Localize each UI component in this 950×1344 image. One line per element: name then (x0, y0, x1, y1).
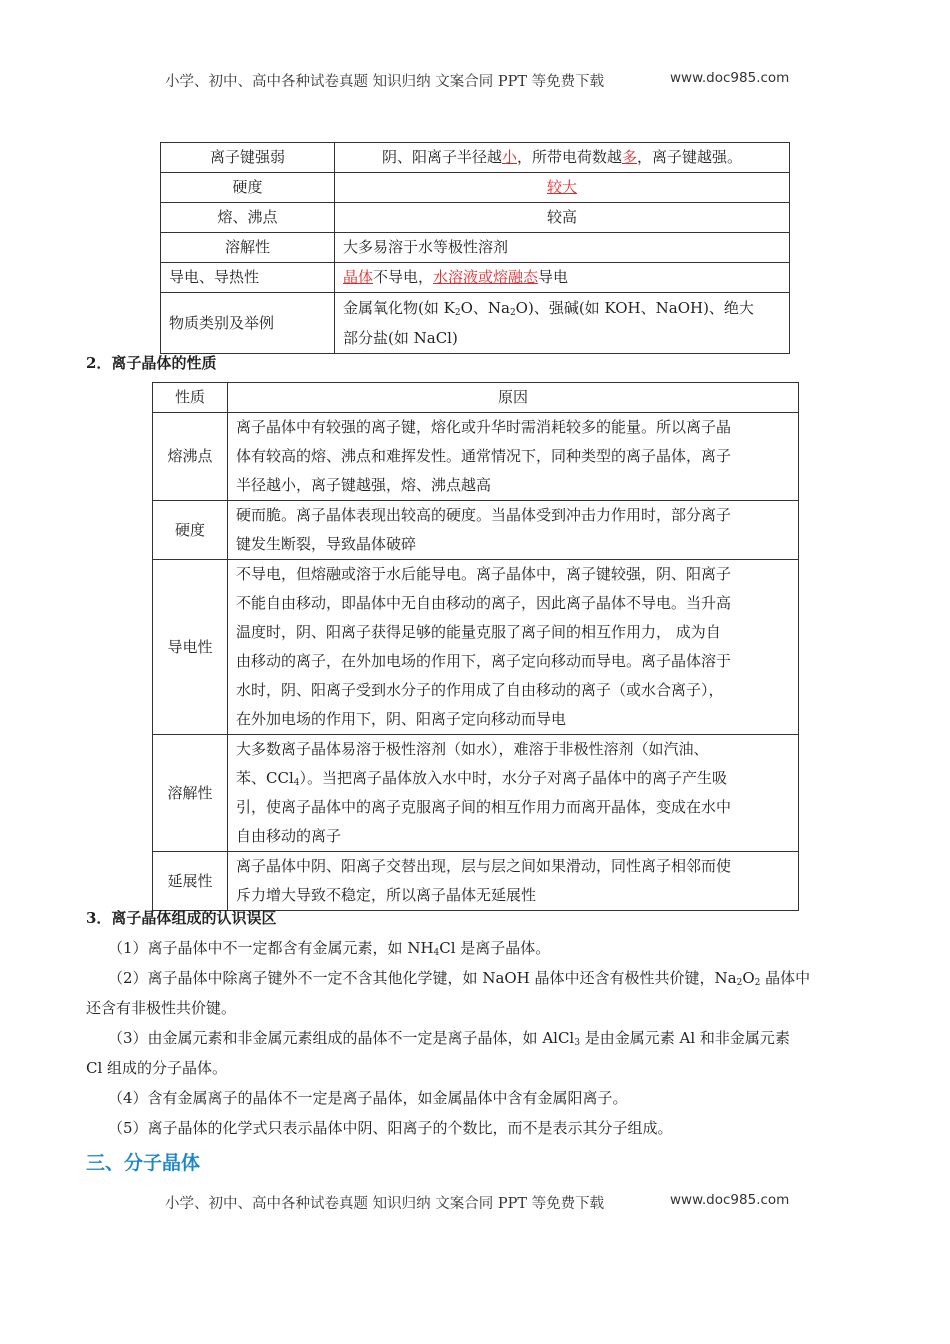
row-value (335, 233, 790, 263)
ionic-crystal-properties-table (152, 382, 799, 911)
subscript: 3 (574, 1038, 580, 1048)
property-reason (228, 501, 799, 560)
text-line (236, 471, 790, 500)
property-reason (228, 852, 799, 911)
highlighted-answer: 水溶液或熔融态 (433, 268, 539, 286)
highlighted-answer: 晶体 (343, 268, 374, 286)
text-run: 不能自由移动，即晶体中无自由移动的离子，因此离子晶体不导电。当升高 (236, 594, 732, 612)
text-run: （4）含有金属离子的晶体不一定是离子晶体，如金属晶体中含有金属阳离子。 (108, 1089, 628, 1107)
ionic-bond-properties-table (160, 142, 790, 354)
text-run: O)、强碱(如 KOH、NaOH)、绝大 (515, 299, 754, 317)
text-run: 水时，阴、阳离子受到水分子的作用成了自由移动的离子（或水合离子）， (236, 681, 724, 699)
table-row (161, 143, 790, 173)
table-row (161, 233, 790, 263)
row-label: 离子键强弱 (161, 143, 335, 173)
text-line (236, 530, 790, 559)
footer-url: www.doc985.com (670, 1192, 790, 1208)
text-line (86, 963, 866, 993)
subscript: 4 (293, 778, 300, 788)
text-run: （3）由金属元素和非金属元素组成的晶体不一定是离子晶体，如 AlCl (108, 1029, 575, 1047)
text-line (86, 1023, 866, 1053)
text-line (236, 560, 790, 589)
row-label: 溶解性 (161, 233, 335, 263)
subscript: 2 (754, 978, 761, 988)
table-row (153, 852, 799, 911)
text-line (86, 933, 866, 963)
text-run: 离子晶体中阴、阳离子交替出现，层与层之间如果滑动，同性离子相邻而使 (236, 857, 732, 875)
row-value (335, 173, 790, 203)
misconception-item (86, 933, 866, 963)
text-run: 晶体中 (760, 969, 811, 987)
property-name: 导电性 (153, 560, 228, 735)
text-run: 还含有非极性共价键。 (86, 999, 237, 1017)
text-run: 是由金属元素 Al 和非金属元素 (579, 1029, 790, 1047)
text-run: Cl 组成的分子晶体。 (86, 1059, 228, 1077)
text-run: 阴、阳离子半径越 (381, 148, 502, 166)
row-label: 熔、沸点 (161, 203, 335, 233)
text-line (236, 413, 790, 442)
text-run: 硬而脆。离子晶体表现出较高的硬度。当晶体受到冲击力作用时，部分离子 (236, 506, 732, 524)
misconception-list (86, 933, 866, 1143)
text-line (343, 233, 781, 262)
property-reason (228, 560, 799, 735)
row-label: 硬度 (161, 173, 335, 203)
text-run: 斥力增大导致不稳定，所以离子晶体无延展性 (236, 886, 537, 904)
highlighted-answer: 较大 (546, 178, 577, 196)
text-line (86, 993, 866, 1023)
text-run: 苯、CCl (236, 769, 294, 787)
row-value (335, 293, 790, 354)
misconception-item (86, 963, 866, 1023)
text-run: 大多易溶于水等极性溶剂 (343, 238, 509, 256)
table-header-row (153, 383, 799, 413)
table-row (161, 203, 790, 233)
text-line (236, 618, 790, 647)
text-line (343, 293, 781, 323)
text-line (236, 442, 790, 471)
text-line (86, 1083, 866, 1113)
header-text: 小学、初中、高中各种试卷真题 知识归纳 文案合同 PPT 等免费下载 (165, 74, 605, 90)
property-name: 熔沸点 (153, 413, 228, 501)
text-line (236, 881, 790, 910)
text-run: 由移动的离子，在外加电场的作用下，离子定向移动而导电。离子晶体溶于 (236, 652, 732, 670)
subscript: 2 (454, 308, 461, 318)
section-title-ionic-crystal-properties: 2．离子晶体的性质 (86, 354, 217, 372)
subscript: 2 (509, 308, 516, 318)
text-run: （2）离子晶体中除离子键外不一定不含其他化学键，如 NaOH 晶体中还含有极性共价键，Na (108, 969, 737, 987)
section-title-misconceptions: 3．离子晶体组成的认识误区 (86, 909, 277, 927)
page-footer (165, 1192, 805, 1213)
text-run: （5）离子晶体的化学式只表示晶体中阴、阳离子的个数比，而不是表示其分子组成。 (108, 1119, 673, 1137)
table-row (153, 413, 799, 501)
text-run: 温度时，阴、阳离子获得足够的能量克服了离子间的相互作用力， 成为自 (236, 623, 721, 641)
text-line (236, 589, 790, 618)
row-label: 物质类别及举例 (161, 293, 335, 354)
text-run: 较高 (546, 208, 577, 226)
text-run: 大多数离子晶体易溶于极性溶剂（如水），难溶于非极性溶剂（如汽油、 (236, 740, 709, 758)
highlighted-answer: 多 (622, 148, 638, 166)
text-run: （1）离子晶体中不一定都含有金属元素，如 NH (108, 939, 434, 957)
text-line (343, 203, 781, 232)
row-value (335, 203, 790, 233)
text-run: 离子晶体中有较强的离子键，熔化或升华时需消耗较多的能量。所以离子晶 (236, 418, 732, 436)
text-line (343, 173, 781, 202)
text-line (236, 793, 790, 822)
misconception-item (86, 1113, 866, 1143)
text-run: 半径越小，离子键越强，熔、沸点越高 (236, 476, 492, 494)
property-name: 延展性 (153, 852, 228, 911)
table-row (161, 263, 790, 293)
text-line (236, 822, 790, 851)
text-line (236, 852, 790, 881)
text-run: 金属氧化物(如 K (343, 299, 455, 317)
property-name: 硬度 (153, 501, 228, 560)
misconception-item (86, 1083, 866, 1113)
text-run: 在外加电场的作用下，阴、阳离子定向移动而导电 (236, 710, 567, 728)
property-reason (228, 735, 799, 852)
text-run: 体有较高的熔、沸点和难挥发性。通常情况下，同种类型的离子晶体，离子 (236, 447, 732, 465)
table-row (153, 735, 799, 852)
text-run: O、Na (460, 299, 510, 317)
subscript: 4 (433, 948, 440, 958)
text-line (236, 647, 790, 676)
text-run: 引，使离子晶体中的离子克服离子间的相互作用力而离开晶体，变成在水中 (236, 798, 732, 816)
text-line (236, 501, 790, 530)
subscript: 2 (736, 978, 743, 988)
text-run: 不导电，但熔融或溶于水后能导电。离子晶体中，离子键较强，阴、阳离子 (236, 565, 732, 583)
text-run: 键发生断裂，导致晶体破碎 (236, 535, 417, 553)
row-value (335, 143, 790, 173)
table-row (161, 293, 790, 354)
misconception-item (86, 1023, 866, 1083)
text-line (343, 263, 781, 292)
row-value (335, 263, 790, 293)
text-line (236, 764, 790, 793)
text-run: 自由移动的离子 (236, 827, 342, 845)
text-line (86, 1053, 866, 1083)
text-line (236, 676, 790, 705)
property-name: 溶解性 (153, 735, 228, 852)
header-property: 性质 (153, 383, 228, 413)
text-line (236, 735, 790, 764)
header-url: www.doc985.com (670, 70, 790, 86)
text-run: Cl 是离子晶体。 (439, 939, 551, 957)
row-label: 导电、导热性 (161, 263, 335, 293)
text-run: ，所带电荷数越 (516, 148, 622, 166)
text-run: 不导电， (373, 268, 434, 286)
highlighted-answer: 小 (501, 148, 517, 166)
section-heading-molecular-crystal: 三、分子晶体 (86, 1152, 201, 1174)
text-line (343, 323, 781, 353)
text-run: ，离子键越强。 (637, 148, 743, 166)
text-run: 部分盐(如 NaCl) (343, 329, 458, 347)
text-line (236, 705, 790, 734)
table-row (153, 501, 799, 560)
text-run: 导电 (538, 268, 569, 286)
header-reason: 原因 (228, 383, 799, 413)
text-run: ）。当把离子晶体放入水中时，水分子对离子晶体中的离子产生吸 (299, 769, 728, 787)
page-header (165, 70, 805, 91)
footer-text: 小学、初中、高中各种试卷真题 知识归纳 文案合同 PPT 等免费下载 (165, 1196, 605, 1212)
text-line (343, 143, 781, 172)
text-line (86, 1113, 866, 1143)
table-row (153, 560, 799, 735)
text-run: O (742, 969, 755, 987)
table-row (161, 173, 790, 203)
property-reason (228, 413, 799, 501)
